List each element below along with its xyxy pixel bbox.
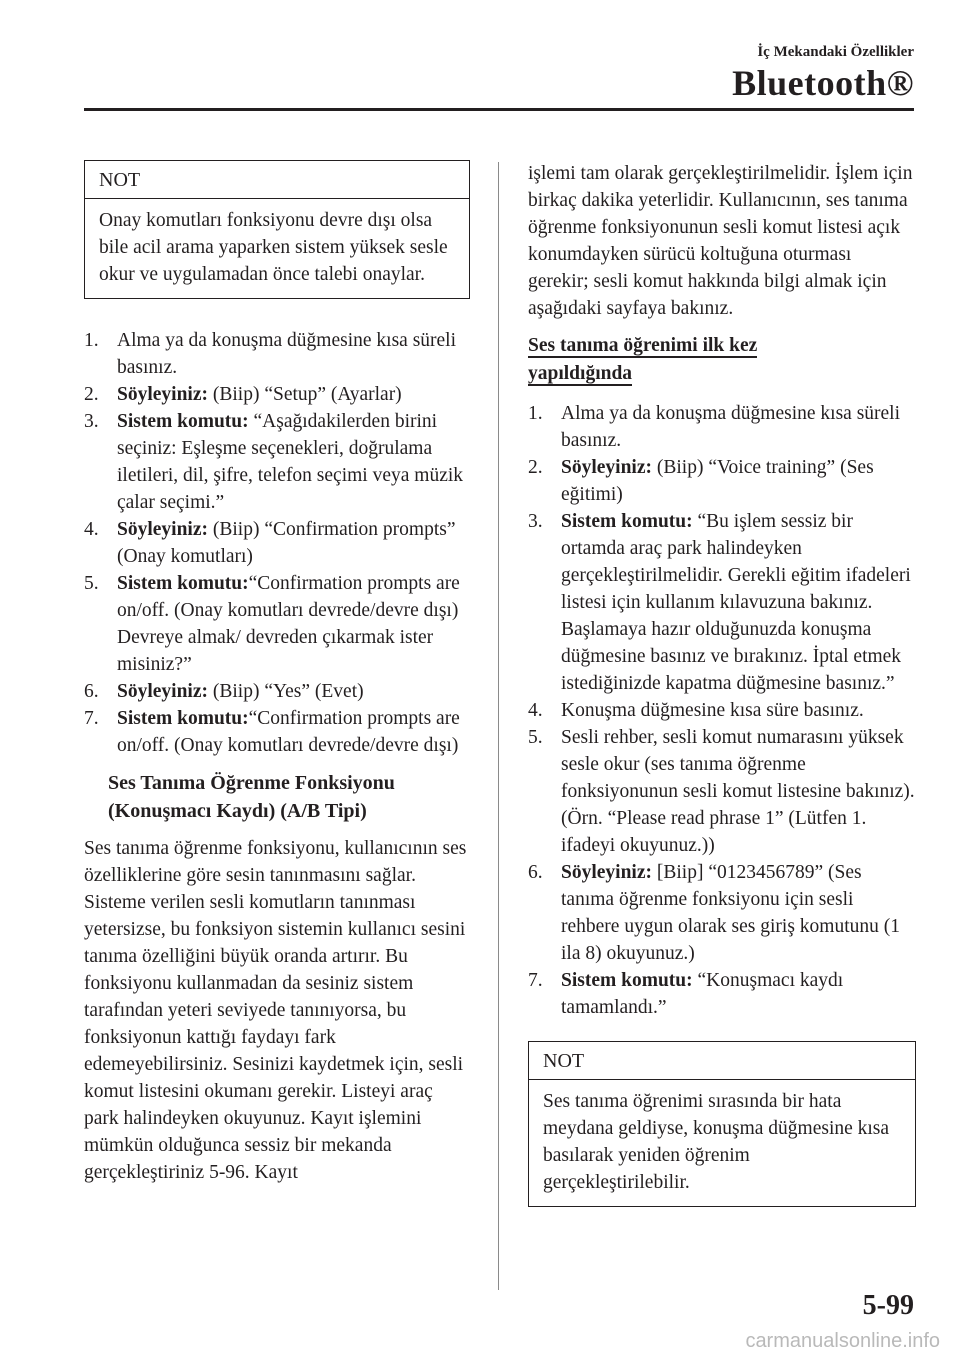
list-item: [84, 570, 470, 678]
step-speaker-label: Sistem komutu:: [561, 511, 693, 532]
step-speaker-label: Söyleyiniz:: [561, 457, 652, 478]
step-list: [528, 400, 916, 1021]
step-speaker-label: Söyleyiniz:: [561, 862, 652, 883]
left-column: [84, 160, 470, 1196]
step-speaker-label: Söyleyiniz:: [117, 681, 208, 702]
step-text: (Biip) “Voice training” (Ses eğitimi): [561, 457, 874, 505]
list-item: [84, 705, 470, 759]
step-text: “Confirmation prompts are on/off. (Onay komutları devrede/devre dışı) Devreye almak/ devreden çıkarmak ister misiniz?”: [117, 573, 460, 675]
note-body: Onay komutları fonksiyonu devre dışı olsa bile acil arama yaparken sistem yüksek sesle okur ve uygulamadan önce talebi onaylar.: [99, 210, 448, 285]
subsection-heading: Ses tanıma öğrenimi ilk kez yapıldığında: [528, 335, 758, 384]
step-text: Alma ya da konuşma düğmesine kısa süreli basınız.: [117, 330, 457, 378]
step-text: (Biip) “Confirmation prompts” (Onay komutları): [117, 519, 456, 567]
step-number: 3.: [528, 511, 543, 532]
list-item: [528, 508, 916, 697]
list-item: [84, 678, 470, 705]
step-speaker-label: Söyleyiniz:: [117, 519, 208, 540]
step-text: (Biip) “Yes” (Evet): [208, 681, 364, 702]
step-speaker-label: Sistem komutu:: [117, 573, 249, 594]
step-number: 4.: [528, 700, 543, 721]
step-text: “Konuşmacı kaydı tamamlandı.”: [561, 970, 844, 1018]
page-number: 5-99: [862, 1290, 914, 1321]
step-text: “Bu işlem sessiz bir ortamda araç park halindeyken gerçekleştirilmelidir. Gerekli eğitim ifadeleri listesi için kullanım kılavuzuna bakınız. Başlamaya hazır olduğunuzda konuşma düğmesine basınız ve bırakınız. İptal etmek istediğinizde kapatma düğmesine basınız.”: [561, 511, 911, 694]
step-number: 7.: [84, 708, 99, 729]
note-box: [84, 160, 470, 299]
body-paragraph: Ses tanıma öğrenme fonksiyonu, kullanıcının ses özelliklerine göre sesin tanınmasını sağlar. Sisteme verilen sesli komutların tanınması yetersizse, bu fonksiyon sistemin kullanıcı sesini tanıma özelliğini büyük oranda artırır. Bu fonksiyonu kullanmadan da sesiniz sistem tarafından yeteri seviyede tanınıyorsa, bu fonksiyonun kattığı faydayı fark edemeyebilirsiniz. Sesinizi kaydetmek için, sesli komut listesini okumanı gerekir. Listeyi araç park halindeyken okuyunuz. Kayıt işlemini mümkün olduğunca sessiz bir mekanda gerçekleştiriniz 5-96. Kayıt: [84, 838, 467, 1183]
step-number: 5.: [528, 727, 543, 748]
step-speaker-label: Sistem komutu:: [117, 708, 249, 729]
list-item: [528, 454, 916, 508]
list-item: [84, 381, 470, 408]
step-list: [84, 327, 470, 759]
chapter-label: İç Mekandaki Özellikler: [757, 44, 914, 60]
note-title: NOT: [529, 1042, 915, 1080]
list-item: [528, 724, 916, 859]
subsection-heading: Ses Tanıma Öğrenme Fonksiyonu (Konuşmacı Kaydı) (A/B Tipi): [108, 772, 395, 822]
step-number: 2.: [84, 384, 99, 405]
section-title: Bluetooth®: [732, 63, 914, 103]
step-number: 1.: [84, 330, 99, 351]
list-item: [528, 967, 916, 1021]
note-body: Ses tanıma öğrenimi sırasında bir hata meydana geldiyse, konuşma düğmesine kısa basılarak yeniden öğrenim gerçekleştirilebilir.: [543, 1091, 890, 1193]
step-speaker-label: Söyleyiniz:: [117, 384, 208, 405]
right-column: [528, 160, 916, 1235]
list-item: [84, 327, 470, 381]
list-item: [84, 516, 470, 570]
step-text: “Confirmation prompts are on/off. (Onay komutları devrede/devre dışı): [117, 708, 460, 756]
step-number: 7.: [528, 970, 543, 991]
list-item: [528, 859, 916, 967]
step-text: (Biip) “Setup” (Ayarlar): [208, 384, 402, 405]
step-number: 6.: [84, 681, 99, 702]
step-speaker-label: Sistem komutu:: [117, 411, 249, 432]
list-item: [528, 400, 916, 454]
step-number: 4.: [84, 519, 99, 540]
step-text: Konuşma düğmesine kısa süre basınız.: [561, 700, 864, 721]
step-number: 1.: [528, 403, 543, 424]
list-item: [528, 697, 916, 724]
subsection-heading-wrap: [528, 332, 798, 388]
step-text: Alma ya da konuşma düğmesine kısa süreli basınız.: [561, 403, 901, 451]
note-title: NOT: [85, 161, 469, 199]
step-text: “Aşağıdakilerden birini seçiniz: Eşleşme seçenekleri, doğrulama iletileri, dil, şifre, telefon seçimi veya müzik çalar seçimi.”: [117, 411, 464, 513]
header-rule: [84, 108, 914, 111]
column-divider: [498, 162, 499, 1290]
watermark: carmanualsonline.info: [745, 1330, 940, 1352]
step-number: 6.: [528, 862, 543, 883]
step-number: 2.: [528, 457, 543, 478]
body-paragraph: işlemi tam olarak gerçekleştirilmelidir. İşlem için birkaç dakika yeterlidir. Kullanıcının, ses tanıma öğrenme fonksiyonunun sesli komut listesi açık konumdayken sürücü koltuğuna oturması gerekir; sesli komut hakkında bilgi almak için aşağıdaki sayfaya bakınız.: [528, 163, 913, 319]
step-text: Sesli rehber, sesli komut numarasını yüksek sesle okur (ses tanıma öğrenme fonksiyonunun sesli komut listesine bakınız). (Örn. “Please read phrase 1” (Lütfen 1. ifadeyi okuyunuz.)): [561, 727, 915, 856]
step-number: 5.: [84, 573, 99, 594]
step-speaker-label: Sistem komutu:: [561, 970, 693, 991]
list-item: [84, 408, 470, 516]
step-number: 3.: [84, 411, 99, 432]
note-box: [528, 1041, 916, 1207]
step-text: [Biip] “0123456789” (Ses tanıma öğrenme fonksiyonu için sesli rehbere uygun olarak ses giriş komutunu (1 ila 8) okuyunuz.): [561, 862, 901, 964]
